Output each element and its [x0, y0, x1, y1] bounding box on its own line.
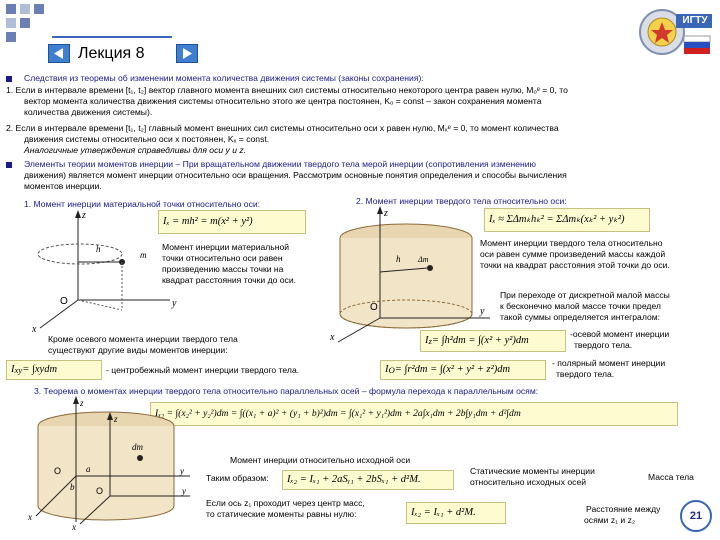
- svg-text:a: a: [86, 464, 91, 474]
- decor-square: [6, 4, 16, 14]
- svg-text:z: z: [82, 210, 86, 221]
- original-axis-label: Момент инерции относительно исходной оси: [230, 455, 411, 465]
- svg-text:O: O: [54, 466, 62, 476]
- svg-text:y: y: [480, 306, 485, 317]
- axis-distance-label: осями z₁ и z₂: [584, 515, 636, 525]
- svg-text:x: x: [32, 324, 37, 335]
- body-mass-label: Масса тела: [648, 472, 694, 482]
- law-line: 1. Если в интервале времени [t₁, t₂] вектор главного момента внешних сил системы относительно некоторого центра равен нулю, Mₒᵉ = 0, то: [6, 85, 568, 95]
- thus-formula: Iₓ₂ = Iₓ₁ + 2aSᵧ₁ + 2bSₓ₁ + d²M.: [282, 470, 454, 490]
- law-line: 2. Если в интервале времени [t₁, t₂] главный момент внешних сил системы относительно оси x равен нулю, Mₓᵉ = 0, то момент количества: [6, 123, 559, 133]
- transfer-formula: Iₓ₂ = ∫(x₂² + y₂²)dm = ∫((x₁ + a)² + (y₁ + b)²)dm = ∫(x₁² + y₁²)dm + 2a∫x₁dm + 2b∫y₁dm + d²∫dm: [150, 402, 678, 426]
- svg-text:x: x: [72, 522, 76, 532]
- decor-square: [20, 18, 30, 28]
- university-logo: [636, 4, 714, 60]
- decor-square: [20, 4, 30, 14]
- parallel-axes-diagram: [20, 396, 200, 536]
- svg-text:O: O: [96, 486, 104, 496]
- logo-emblem-icon: [636, 4, 714, 60]
- bullet-icon: [6, 76, 12, 82]
- inertia-heading: Элементы теории моментов инерции – При вращательном движении твердого тела мерой инерции (сопротивления изменению: [24, 159, 537, 169]
- svg-text:m: m: [140, 250, 147, 260]
- lecture-title: Лекция 8: [78, 45, 145, 62]
- logo-text: ИГТУ: [682, 15, 708, 26]
- svg-text:y: y: [182, 486, 186, 496]
- bullet-icon: [6, 162, 12, 168]
- svg-text:z: z: [80, 398, 84, 408]
- axis-distance-label: Расстояние между: [586, 504, 661, 514]
- centrifugal-label: - центробежный момент инерции твердого тела.: [106, 365, 300, 375]
- law-line: количества движения системы).: [24, 107, 153, 117]
- inertia-line: моментов инерции.: [24, 181, 102, 191]
- polar-formula: I O = ∫r²dm = ∫(x² + y² + z²)dm: [380, 360, 546, 380]
- polar-label: - полярный момент инерции: [552, 358, 666, 368]
- integral-transition: При переходе от дискретной малой массы: [500, 290, 670, 300]
- static-moments-label: относительно исходных осей: [470, 477, 587, 487]
- point-inertia-desc: квадрат расстояния точки до оси.: [162, 275, 297, 285]
- integral-transition: к бесконечно малой массе точки предел: [500, 301, 661, 311]
- point-inertia-desc: Момент инерции материальной: [162, 242, 290, 252]
- point-inertia-desc: произведению массы точки на: [162, 264, 284, 274]
- section-point-heading: 1. Момент инерции материальной точки относительно оси:: [24, 199, 261, 209]
- polar-label: твердого тела.: [556, 369, 615, 379]
- next-slide-button[interactable]: [176, 44, 198, 63]
- svg-text:y: y: [172, 298, 177, 309]
- integral-transition: такой суммы определяется интегралом:: [500, 312, 661, 322]
- consequences-heading: Следствия из теоремы об изменении момента количества движения системы (законы сохранения):: [24, 73, 424, 83]
- svg-text:dm: dm: [132, 442, 143, 452]
- svg-text:b: b: [70, 482, 75, 492]
- svg-text:h: h: [96, 244, 101, 254]
- section-body-heading: 2. Момент инерции твердого тела относительно оси:: [356, 196, 567, 206]
- axial-label: -осевой момент инерции: [570, 329, 670, 339]
- decor-square: [6, 32, 16, 42]
- point-inertia-desc: точки относительно оси равен: [162, 253, 283, 263]
- arrow-left-icon: [49, 45, 69, 62]
- inertia-line: движения) является момент инерции относительно оси вращения. Рассмотрим основные понятия определения и способы вычисления: [24, 170, 567, 180]
- center-of-mass-condition: то статические моменты равны нулю:: [206, 509, 357, 519]
- svg-text:O: O: [370, 302, 378, 313]
- decor-square: [34, 4, 44, 14]
- svg-text:x: x: [330, 332, 335, 343]
- page-number-badge: 21: [680, 500, 712, 532]
- thus-label: Таким образом:: [206, 473, 269, 483]
- law-line: вектор момента количества движения системы относительно этого же центра постоянен, Kₒ = const – закон сохранения момента: [24, 96, 542, 106]
- other-moments-note: Кроме осевого момента инерции твердого тела: [48, 334, 238, 344]
- law-line: Аналогичные утверждения справедливы для оси y и z.: [24, 145, 247, 155]
- axial-formula: I z = ∫h²dm = ∫(x² + y²)dm: [420, 330, 566, 352]
- theorem-heading: 3. Теорема о моментах инерции твердого тела относительно параллельных осей – формула перехода к параллельным осям:: [34, 386, 539, 396]
- point-inertia-formula: Iₓ = mh² = m(x² + y²): [158, 210, 306, 234]
- svg-text:O: O: [60, 296, 68, 307]
- prev-slide-button[interactable]: [48, 44, 70, 63]
- body-inertia-formula: Iₓ ≈ ΣΔmₖhₖ² = ΣΔmₖ(xₖ² + yₖ²): [484, 208, 650, 232]
- center-of-mass-condition: Если ось z₁ проходит через центр масс,: [206, 498, 365, 508]
- static-moments-label: Статические моменты инерции: [470, 466, 595, 476]
- centrifugal-formula: I xy = ∫xydm: [6, 360, 102, 380]
- svg-text:z: z: [114, 414, 118, 424]
- svg-text:y: y: [180, 466, 184, 476]
- body-inertia-desc: оси равен сумме произведений массы каждой: [480, 249, 666, 259]
- axial-label: твердого тела.: [574, 340, 633, 350]
- law-line: движения системы относительно оси x постоянен, Kₓ = const.: [24, 134, 270, 144]
- svg-text:Δm: Δm: [418, 255, 429, 264]
- other-moments-note: существуют другие виды моментов инерции:: [48, 345, 228, 355]
- rigid-body-diagram: [324, 206, 494, 346]
- body-inertia-desc: точки на квадрат расстояния этой точки до оси.: [480, 260, 670, 270]
- decor-square: [6, 18, 16, 28]
- arrow-right-icon: [177, 45, 197, 62]
- svg-text:x: x: [28, 512, 32, 522]
- svg-text:z: z: [384, 208, 388, 219]
- point-mass-diagram: [20, 206, 180, 336]
- body-inertia-desc: Момент инерции твердого тела относительно: [480, 238, 663, 248]
- header-rule: [52, 36, 172, 38]
- steiner-formula: Iₓ₂ = Iₓ₁ + d²M.: [406, 502, 506, 524]
- svg-text:h: h: [396, 254, 401, 264]
